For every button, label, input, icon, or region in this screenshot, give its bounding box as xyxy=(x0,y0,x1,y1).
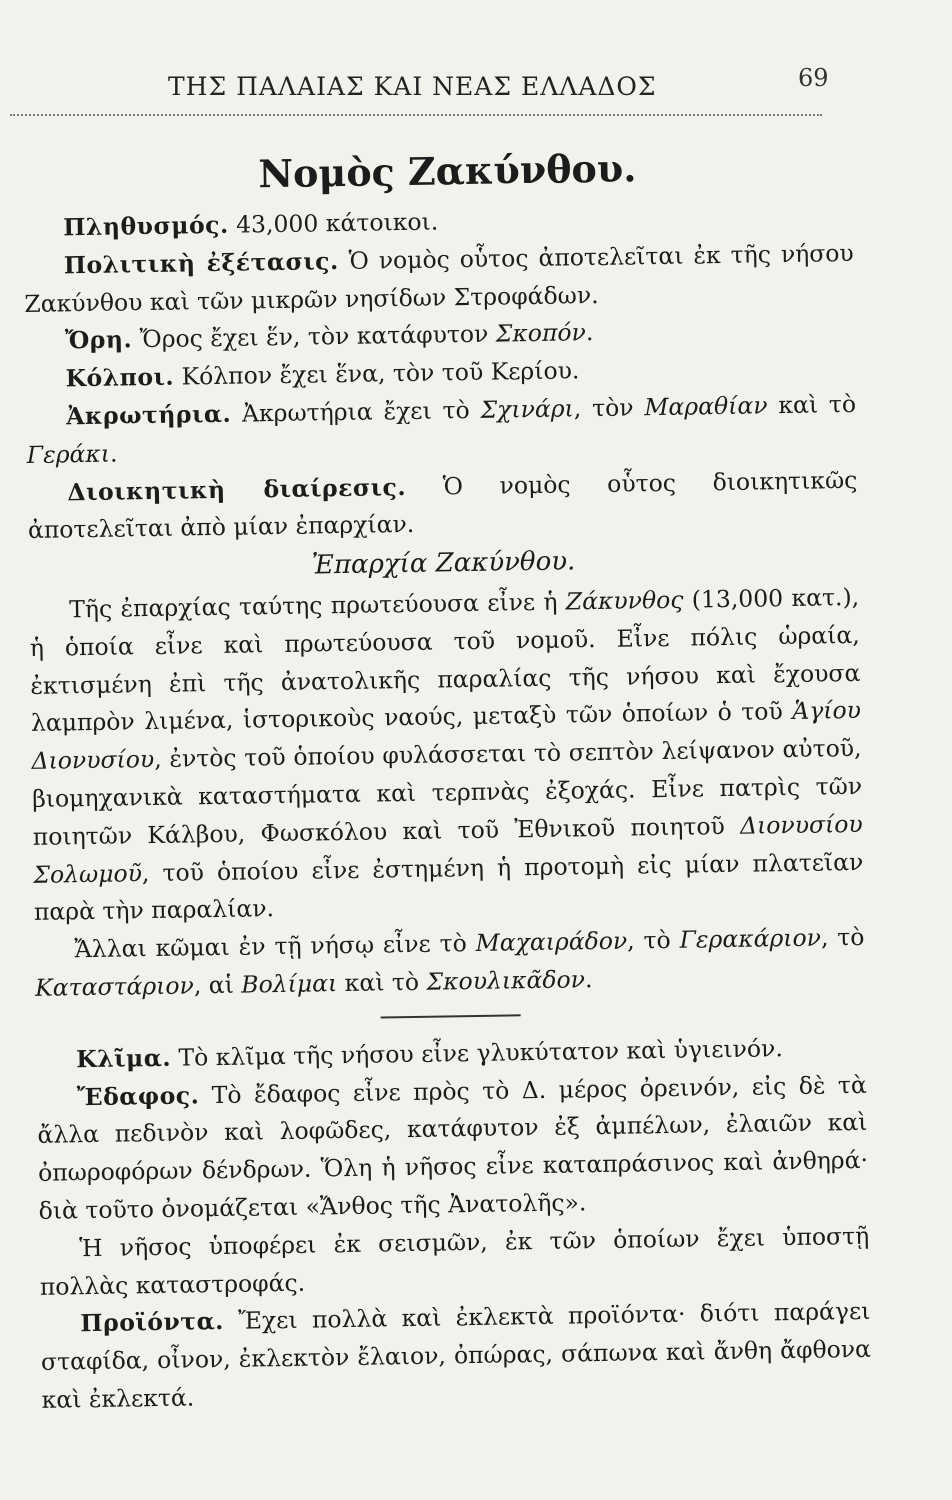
page-number: 69 xyxy=(798,64,829,92)
villages-text-5: καὶ τὸ xyxy=(336,967,427,998)
villages-text-2: , τὸ xyxy=(626,925,680,955)
capes-entry xyxy=(26,386,857,475)
products-label: Προϊόντα. xyxy=(80,1307,225,1338)
header-dotted-rule xyxy=(10,114,822,116)
section-title: Νομὸς Ζακύνθου. xyxy=(258,145,637,197)
village-name-2: Γερακάριον xyxy=(679,923,822,954)
capes-text-c: καὶ τὸ xyxy=(767,389,857,420)
soil-entry xyxy=(37,1066,869,1230)
mountain-name: Σκοπόν xyxy=(495,318,587,348)
population-label: Πληθυσμός. xyxy=(63,210,229,242)
soil-text: Τὸ ἔδαφος εἶνε πρὸς τὸ Δ. μέρος ὀρεινόν, εἰς δὲ τὰ ἄλλα πεδινὸν καὶ λοφῶδες, κατάφυτον ἐξ ἀμπέλων, ἐλαιῶν καὶ ὀπωροφόρων δένδρων. Ὅλη ἡ νῆσος εἶνε καταπράσινος καὶ ἀνθηρά· διὰ τοῦτο ὀνομάζεται «Ἄνθος τῆς Ἀνατολῆς». xyxy=(37,1070,869,1225)
cape-name-1: Σχινάρι xyxy=(480,394,575,424)
province-text-3: , ἐντὸς τοῦ ὁποίου φυλάσσεται τὸ σεπτὸν λείψανον αὐτοῦ, βιομηχανικὰ καταστήματα καὶ τερπνὰς ἐξοχάς. Εἶνε πατρὶς τῶν ποιητῶν Κάλβου, Φωσκόλου καὶ τοῦ Ἐθνικοῦ ποιητοῦ xyxy=(31,734,863,851)
administrative-entry xyxy=(27,462,858,551)
section-divider xyxy=(381,1014,521,1018)
province-text-4: , τοῦ ὁποίου εἶνε ἐστημένη ἡ προτομὴ εἰς μίαν πλατεῖαν παρὰ τὴν παραλίαν. xyxy=(33,847,864,927)
page-body xyxy=(22,137,872,1420)
products-text: Ἔχει πολλὰ καὶ ἐκλεκτὰ προϊόντα· διότι παράγει σταφίδα, οἶνον, ἐκλεκτὸν ἔλαιον, ὀπώρας, σάπωνα καὶ ἄνθη ἄφθονα καὶ ἐκλεκτά. xyxy=(40,1297,872,1414)
province-italic-3: Διονυσίου Σολωμοῦ xyxy=(33,809,863,889)
village-name-3: Καταστάριον xyxy=(34,971,195,1002)
village-name-5: Σκουλικᾶδον xyxy=(426,965,586,996)
political-label: Πολιτικὴ ἐξέτασις. xyxy=(63,246,339,280)
province-text-2: (13,000 κατ.), ἡ ὁποία εἶνε καὶ πρωτεύουσα τοῦ νομοῦ. Εἶνε πόλις ὡραία, ἐκτισμένη ἐπὶ τῆς ἀνατολικῆς παραλίας τῆς νήσου καὶ ἔχουσα λαμπρὸν λιμένα, ἱστορικοὺς ναούς, μεταξὺ τῶν ὁποίων ὁ τοῦ xyxy=(29,582,861,738)
village-name-1: Μαχαιράδον xyxy=(475,926,628,958)
province-paragraph xyxy=(29,579,864,932)
gulfs-label: Κόλποι. xyxy=(65,362,175,393)
capes-text-d: . xyxy=(109,439,118,468)
cape-name-3: Γεράκι xyxy=(26,439,111,469)
climate-text: Τὸ κλῖμα τῆς νήσου εἶνε γλυκύτατον καὶ ὑγιεινόν. xyxy=(170,1033,784,1072)
gulfs-text: Κόλπον ἔχει ἕνα, τὸν τοῦ Κερίου. xyxy=(173,356,580,391)
province-text-1: Τῆς ἐπαρχίας ταύτης πρωτεύουσα εἶνε ἡ xyxy=(69,587,567,624)
political-entry xyxy=(24,235,855,324)
province-italic-1: Ζάκυνθος xyxy=(565,585,684,616)
political-text: Ὁ νομὸς οὗτος ἀποτελεῖται ἐκ τῆς νήσου Ζακύνθου καὶ τῶν μικρῶν νησίδων Στροφάδων. xyxy=(24,238,854,318)
villages-text-4: , αἱ xyxy=(193,970,242,1000)
capes-text-a: Ἀκρωτήρια ἔχει τὸ xyxy=(230,395,481,428)
capes-text-b: , τὸν xyxy=(573,393,645,423)
villages-text-1: Ἄλλαι κῶμαι ἐν τῇ νήσῳ εἶνε τὸ xyxy=(74,929,476,964)
capes-label: Ἀκρωτήρια. xyxy=(65,399,232,431)
population-text: 43,000 κάτοικοι. xyxy=(228,207,439,239)
running-title: ΤΗΣ ΠΑΛΑΙΑΣ ΚΑΙ ΝΕΑΣ ΕΛΛΑΔΟΣ xyxy=(168,72,657,101)
earthquakes-paragraph: Ἡ νῆσος ὑποφέρει ἐκ σεισμῶν, ἐκ τῶν ὁποίων ἔχει ὑποστῇ πολλὰς καταστροφάς. xyxy=(39,1221,870,1301)
mountains-text-a: Ὄρος ἔχει ἕν, τὸν κατάφυτον xyxy=(131,319,496,354)
page-header xyxy=(0,58,952,128)
villages-text-6: . xyxy=(584,965,593,994)
province-title: Ἐπαρχία Ζακύνθου. xyxy=(311,546,576,581)
soil-label: Ἔδαφος. xyxy=(76,1080,200,1111)
administrative-text: Ὁ νομὸς οὗτος διοικητικῶς ἀποτελεῖται ἀπὸ μίαν ἐπαρχίαν. xyxy=(27,465,858,545)
villages-text-3: , τὸ xyxy=(820,923,865,952)
climate-label: Κλῖμα. xyxy=(76,1043,172,1073)
products-entry xyxy=(40,1293,872,1419)
mountains-text-b: . xyxy=(585,318,594,347)
village-name-4: Βολίμαι xyxy=(241,969,338,999)
cape-name-2: Μαραθίαν xyxy=(644,391,768,422)
province-italic-2: Ἁγίου Διονυσίου xyxy=(31,696,862,776)
administrative-label: Διοικητικὴ διαίρεσις. xyxy=(67,472,407,506)
mountains-label: Ὄρη. xyxy=(64,325,133,355)
villages-paragraph xyxy=(34,919,865,1008)
